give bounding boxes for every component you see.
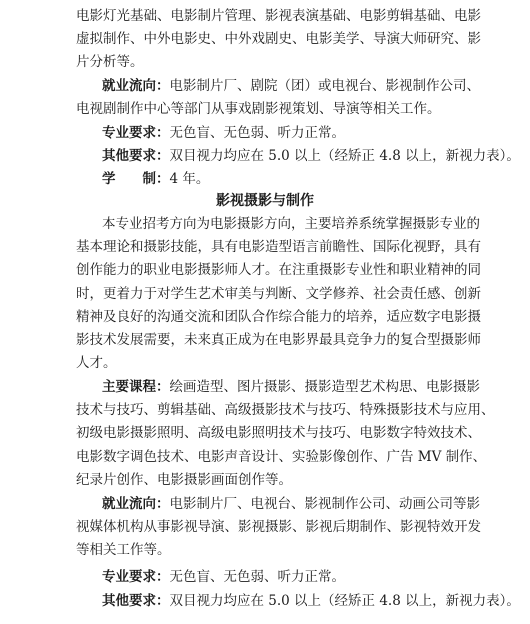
courses-line: 电影数字调色技术、电影声音设计、实验影像创作、广告 MV 制作、	[76, 449, 487, 465]
duration-line	[102, 169, 492, 189]
duration-label: 学 制：	[102, 171, 170, 187]
requirements-line	[102, 123, 492, 143]
other-requirements-text: 双目视力均应在 5.0 以上（经矫正 4.8 以上，新视力表）。	[169, 148, 520, 164]
courses-line: 纪录片创作、电影摄影画面创作等。	[76, 472, 292, 488]
text-line: 片分析等。	[76, 54, 144, 70]
courses-text: 绘画造型、图片摄影、摄影造型艺术构思、电影摄影	[169, 379, 480, 395]
employment-label: 就业流向：	[102, 496, 170, 512]
employment-text: 电影制片厂、电视台、影视制作公司、动画公司等影	[169, 496, 480, 512]
other-requirements-label: 其他要求：	[102, 148, 170, 164]
intro-line: 基本理论和摄影技能，具有电影造型语言前瞻性、国际化视野，具有	[76, 239, 481, 255]
other-requirements-line	[102, 146, 520, 166]
courses-line	[102, 377, 480, 397]
courses-line: 初级电影摄影照明、高级电影照明技术与技巧、电影数字特效技术、	[76, 425, 481, 441]
employment-line: 等相关工作等。	[76, 542, 171, 558]
courses-line: 技术与技巧、剪辑基础、高级摄影技术与技巧、特殊摄影技术与应用、	[76, 402, 495, 418]
intro-line: 时，更着力于对学生艺术审美与判断、文学修养、社会责任感、创新	[76, 286, 481, 302]
employment-line: 视媒体机构从事影视导演、影视摄影、影视后期制作、影视特效开发	[76, 519, 481, 535]
employment-line	[102, 494, 480, 514]
intro-line: 本专业招考方向为电影摄影方向，主要培养系统掌握摄影专业的	[102, 216, 480, 232]
other-requirements-line	[102, 591, 520, 611]
employment-label: 就业流向：	[102, 78, 170, 94]
requirements-text: 无色盲、无色弱、听力正常。	[169, 125, 345, 141]
duration-text: 4 年。	[169, 171, 210, 187]
text-line: 电影灯光基础、电影制片管理、影视表演基础、电影剪辑基础、电影	[76, 8, 481, 24]
intro-line: 人才。	[76, 355, 117, 371]
other-requirements-label: 其他要求：	[102, 593, 170, 609]
intro-line: 精神及良好的沟通交流和团队合作综合能力的培养，适应数字电影摄	[76, 309, 481, 325]
requirements-line	[102, 567, 492, 587]
section-title: 影视摄影与制作	[216, 193, 314, 209]
other-requirements-text: 双目视力均应在 5.0 以上（经矫正 4.8 以上，新视力表）。	[169, 593, 520, 609]
requirements-text: 无色盲、无色弱、听力正常。	[169, 569, 345, 585]
intro-line: 影技术发展需要，未来真正成为在电影界最具竞争力的复合型摄影师	[76, 332, 481, 348]
requirements-label: 专业要求：	[102, 125, 170, 141]
employment-text: 电影制片厂、剧院（团）或电视台、影视制作公司、	[169, 78, 480, 94]
text-line: 电视剧制作中心等部门从事戏剧影视策划、导演等相关工作。	[76, 101, 441, 117]
courses-label: 主要课程：	[102, 379, 170, 395]
text-line: 虚拟制作、中外电影史、中外戏剧史、电影美学、导演大师研究、影	[76, 31, 481, 47]
employment-line	[102, 76, 480, 96]
requirements-label: 专业要求：	[102, 569, 170, 585]
intro-line: 创作能力的职业电影摄影师人才。在注重摄影专业性和职业精神的同	[76, 262, 481, 278]
